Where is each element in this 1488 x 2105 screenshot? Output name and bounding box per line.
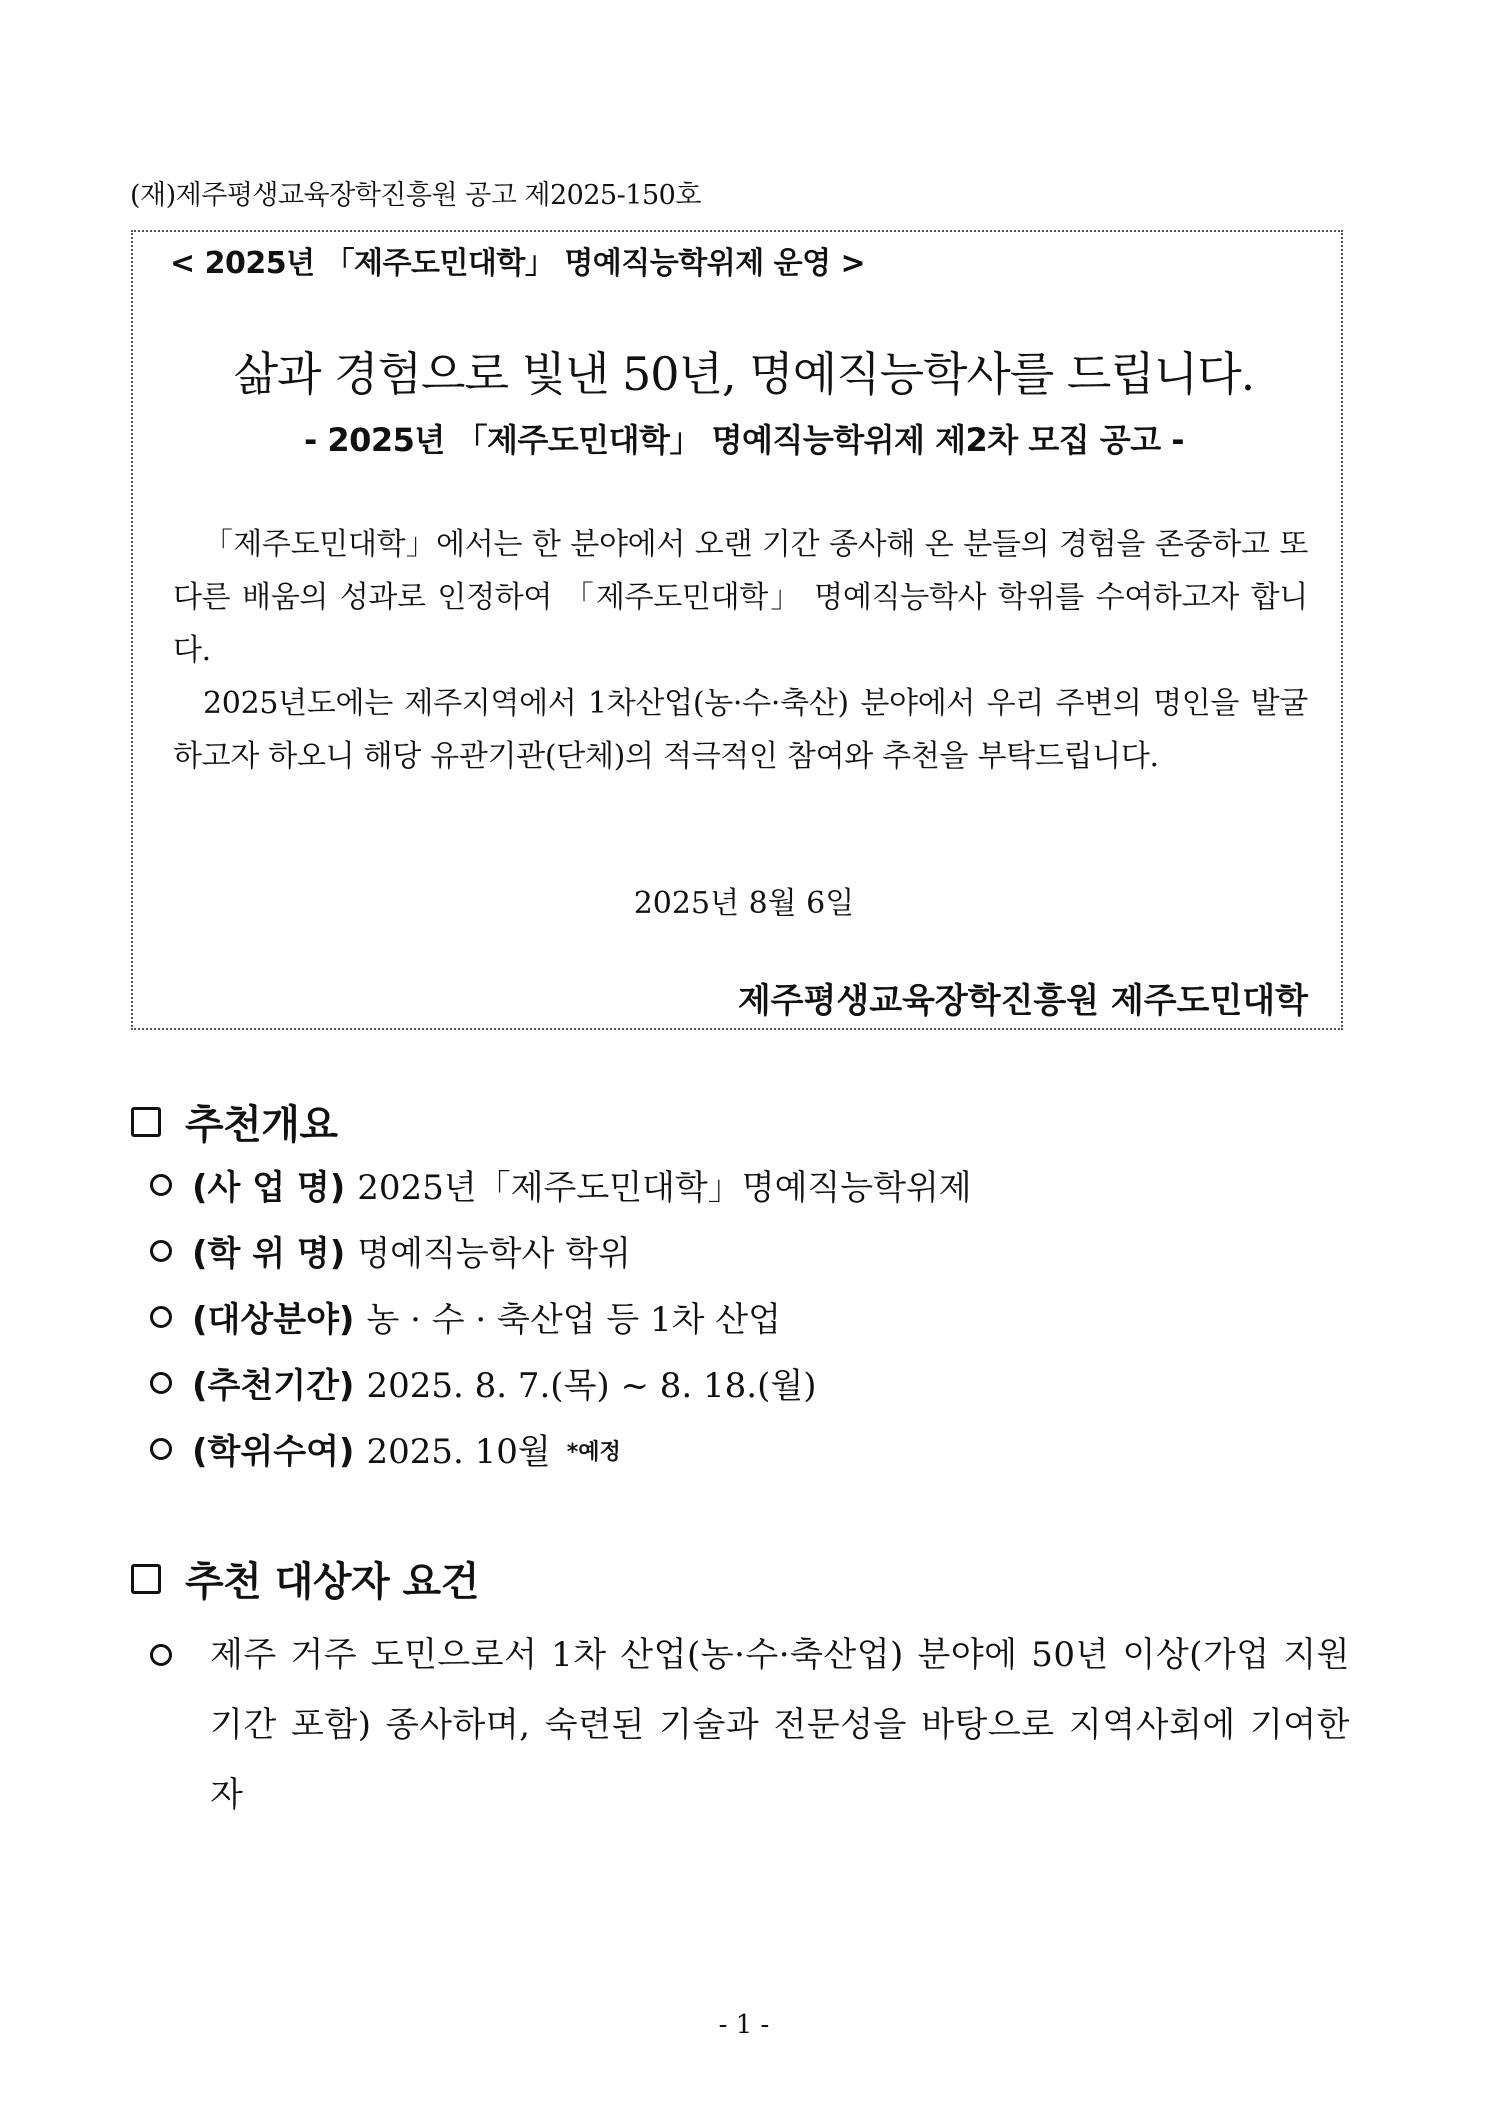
overview-item-project-name [150,1160,972,1209]
item-value: 명예직능학사 학위 [357,1234,631,1274]
section-title: 추천 대상자 요건 [185,1559,479,1605]
item-note: *예정 [566,1440,621,1465]
item-label: (학 위 명) [192,1234,346,1274]
section-title: 추천개요 [185,1102,338,1148]
page-number: - 1 - [718,2010,770,2040]
overview-item-target-field [150,1292,781,1341]
overview-item-degree-name [150,1226,631,1275]
item-value: 농 · 수 · 축산업 등 1차 산업 [366,1300,781,1340]
notice-number: (재)제주평생교육장학진흥원 공고 제2025-150호 [130,180,701,211]
circle-bullet-icon [150,1240,172,1262]
intro-paragraph: 「제주도민대학」에서는 한 분야에서 오랜 기간 종사해 온 분들의 경험을 존중하고 또 다른 배움의 성과로 인정하여 「제주도민대학」 명예직능학사 학위를 수여하고자 합니다. [173,527,1308,668]
issuer: 제주평생교육장학진흥원 제주도민대학 [737,981,1308,1021]
overview-item-recommendation-period [150,1358,816,1407]
circle-bullet-icon [150,1438,172,1460]
item-value: 2025. 10월 [366,1432,551,1472]
item-label: (대상분야) [192,1300,355,1340]
item-label: (학위수여) [192,1432,355,1472]
requirement-text: 제주 거주 도민으로서 1차 산업(농·수·축산업) 분야에 50년 이상(가업 지원기간 포함) 종사하며, 숙련된 기술과 전문성을 바탕으로 지역사회에 기여한 자 [210,1635,1350,1815]
box-tag: < 2025년 「제주도민대학」 명예직능학위제 운영 > [170,246,866,281]
item-label: (사 업 명) [192,1168,346,1208]
circle-bullet-icon [150,1644,172,1666]
circle-bullet-icon [150,1372,172,1394]
intro-paragraph: 2025년도에는 제주지역에서 1차산업(농·수·축산) 분야에서 우리 주변의 명인을 발굴하고자 하오니 해당 유관기관(단체)의 적극적인 참여와 추천을 부탁드립니다. [173,686,1308,774]
main-title: 삶과 경험으로 빛낸 50년, 명예직능학사를 드립니다. [233,347,1255,401]
item-value: 2025. 8. 7.(목) ~ 8. 18.(월) [366,1366,817,1406]
item-value: 2025년「제주도민대학」명예직능학위제 [357,1168,972,1208]
section-overview-heading [131,1093,338,1150]
checkbox-icon [131,1564,161,1594]
section-requirements-heading [131,1550,479,1607]
checkbox-icon [131,1107,161,1137]
item-label: (추천기간) [192,1366,355,1406]
circle-bullet-icon [150,1306,172,1328]
overview-item-degree-conferral [150,1424,621,1473]
sub-title: - 2025년 「제주도민대학」 명예직능학위제 제2차 모집 공고 - [303,421,1185,459]
intro-text [173,518,1308,783]
notice-date: 2025년 8월 6일 [633,886,855,921]
circle-bullet-icon [150,1174,172,1196]
